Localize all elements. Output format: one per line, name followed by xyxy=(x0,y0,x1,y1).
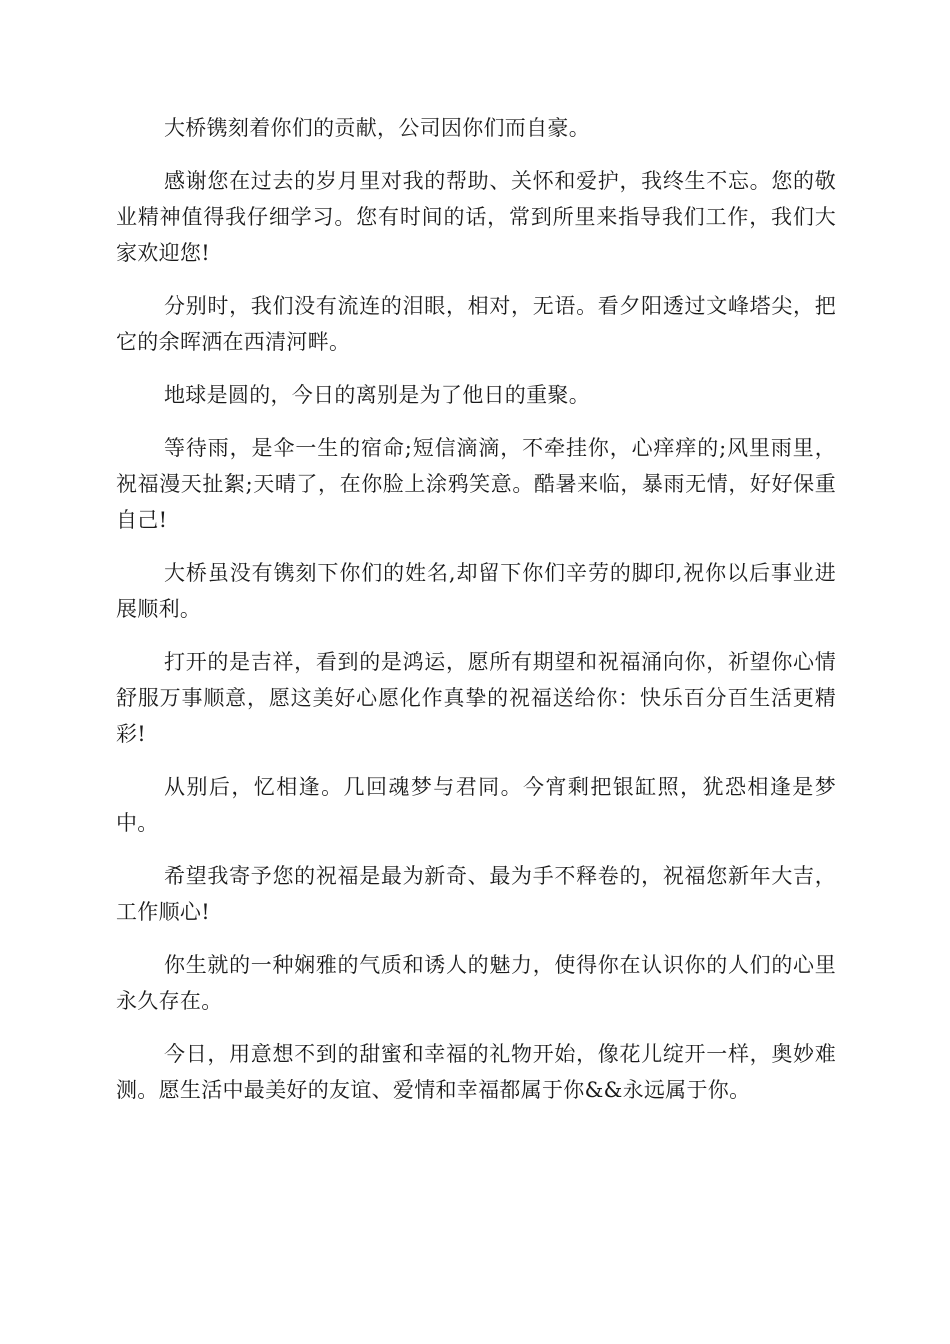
paragraph-3: 分别时，我们没有流连的泪眼，相对，无语。看夕阳透过文峰塔尖，把它的余晖洒在西清河畔。 xyxy=(116,294,836,354)
document-body xyxy=(116,110,836,1125)
paragraph-11: 今日，用意想不到的甜蜜和幸福的礼物开始，像花儿绽开一样，奥妙难测。愿生活中最美好的友谊、爱情和幸福都属于你&&永远属于你。 xyxy=(116,1042,836,1102)
paragraph-1: 大桥镌刻着你们的贡献，公司因你们而自豪。 xyxy=(164,116,590,140)
paragraph-7: 打开的是吉祥，看到的是鸿运，愿所有期望和祝福涌向你，祈望你心情舒服万事顺意，愿这美好心愿化作真挚的祝福送给你：快乐百分百生活更精彩! xyxy=(116,650,836,746)
paragraph-6: 大桥虽没有镌刻下你们的姓名,却留下你们辛劳的脚印,祝你以后事业进展顺利。 xyxy=(116,561,836,621)
paragraph-2: 感谢您在过去的岁月里对我的帮助、关怀和爱护，我终生不忘。您的敬业精神值得我仔细学习。您有时间的话，常到所里来指导我们工作，我们大家欢迎您! xyxy=(116,169,836,265)
paragraph-8: 从别后，忆相逢。几回魂梦与君同。今宵剩把银缸照，犹恐相逢是梦中。 xyxy=(116,775,836,835)
paragraph-10: 你生就的一种娴雅的气质和诱人的魅力，使得你在认识你的人们的心里永久存在。 xyxy=(116,953,836,1013)
paragraph-5: 等待雨，是伞一生的宿命;短信滴滴，不牵挂你，心痒痒的;风里雨里，祝福漫天扯絮;天晴了，在你脸上涂鸦笑意。酷暑来临，暴雨无情，好好保重自己! xyxy=(116,436,836,532)
paragraph-4: 地球是圆的，今日的离别是为了他日的重聚。 xyxy=(164,383,590,407)
paragraph-9: 希望我寄予您的祝福是最为新奇、最为手不释卷的，祝福您新年大吉，工作顺心! xyxy=(116,864,836,924)
